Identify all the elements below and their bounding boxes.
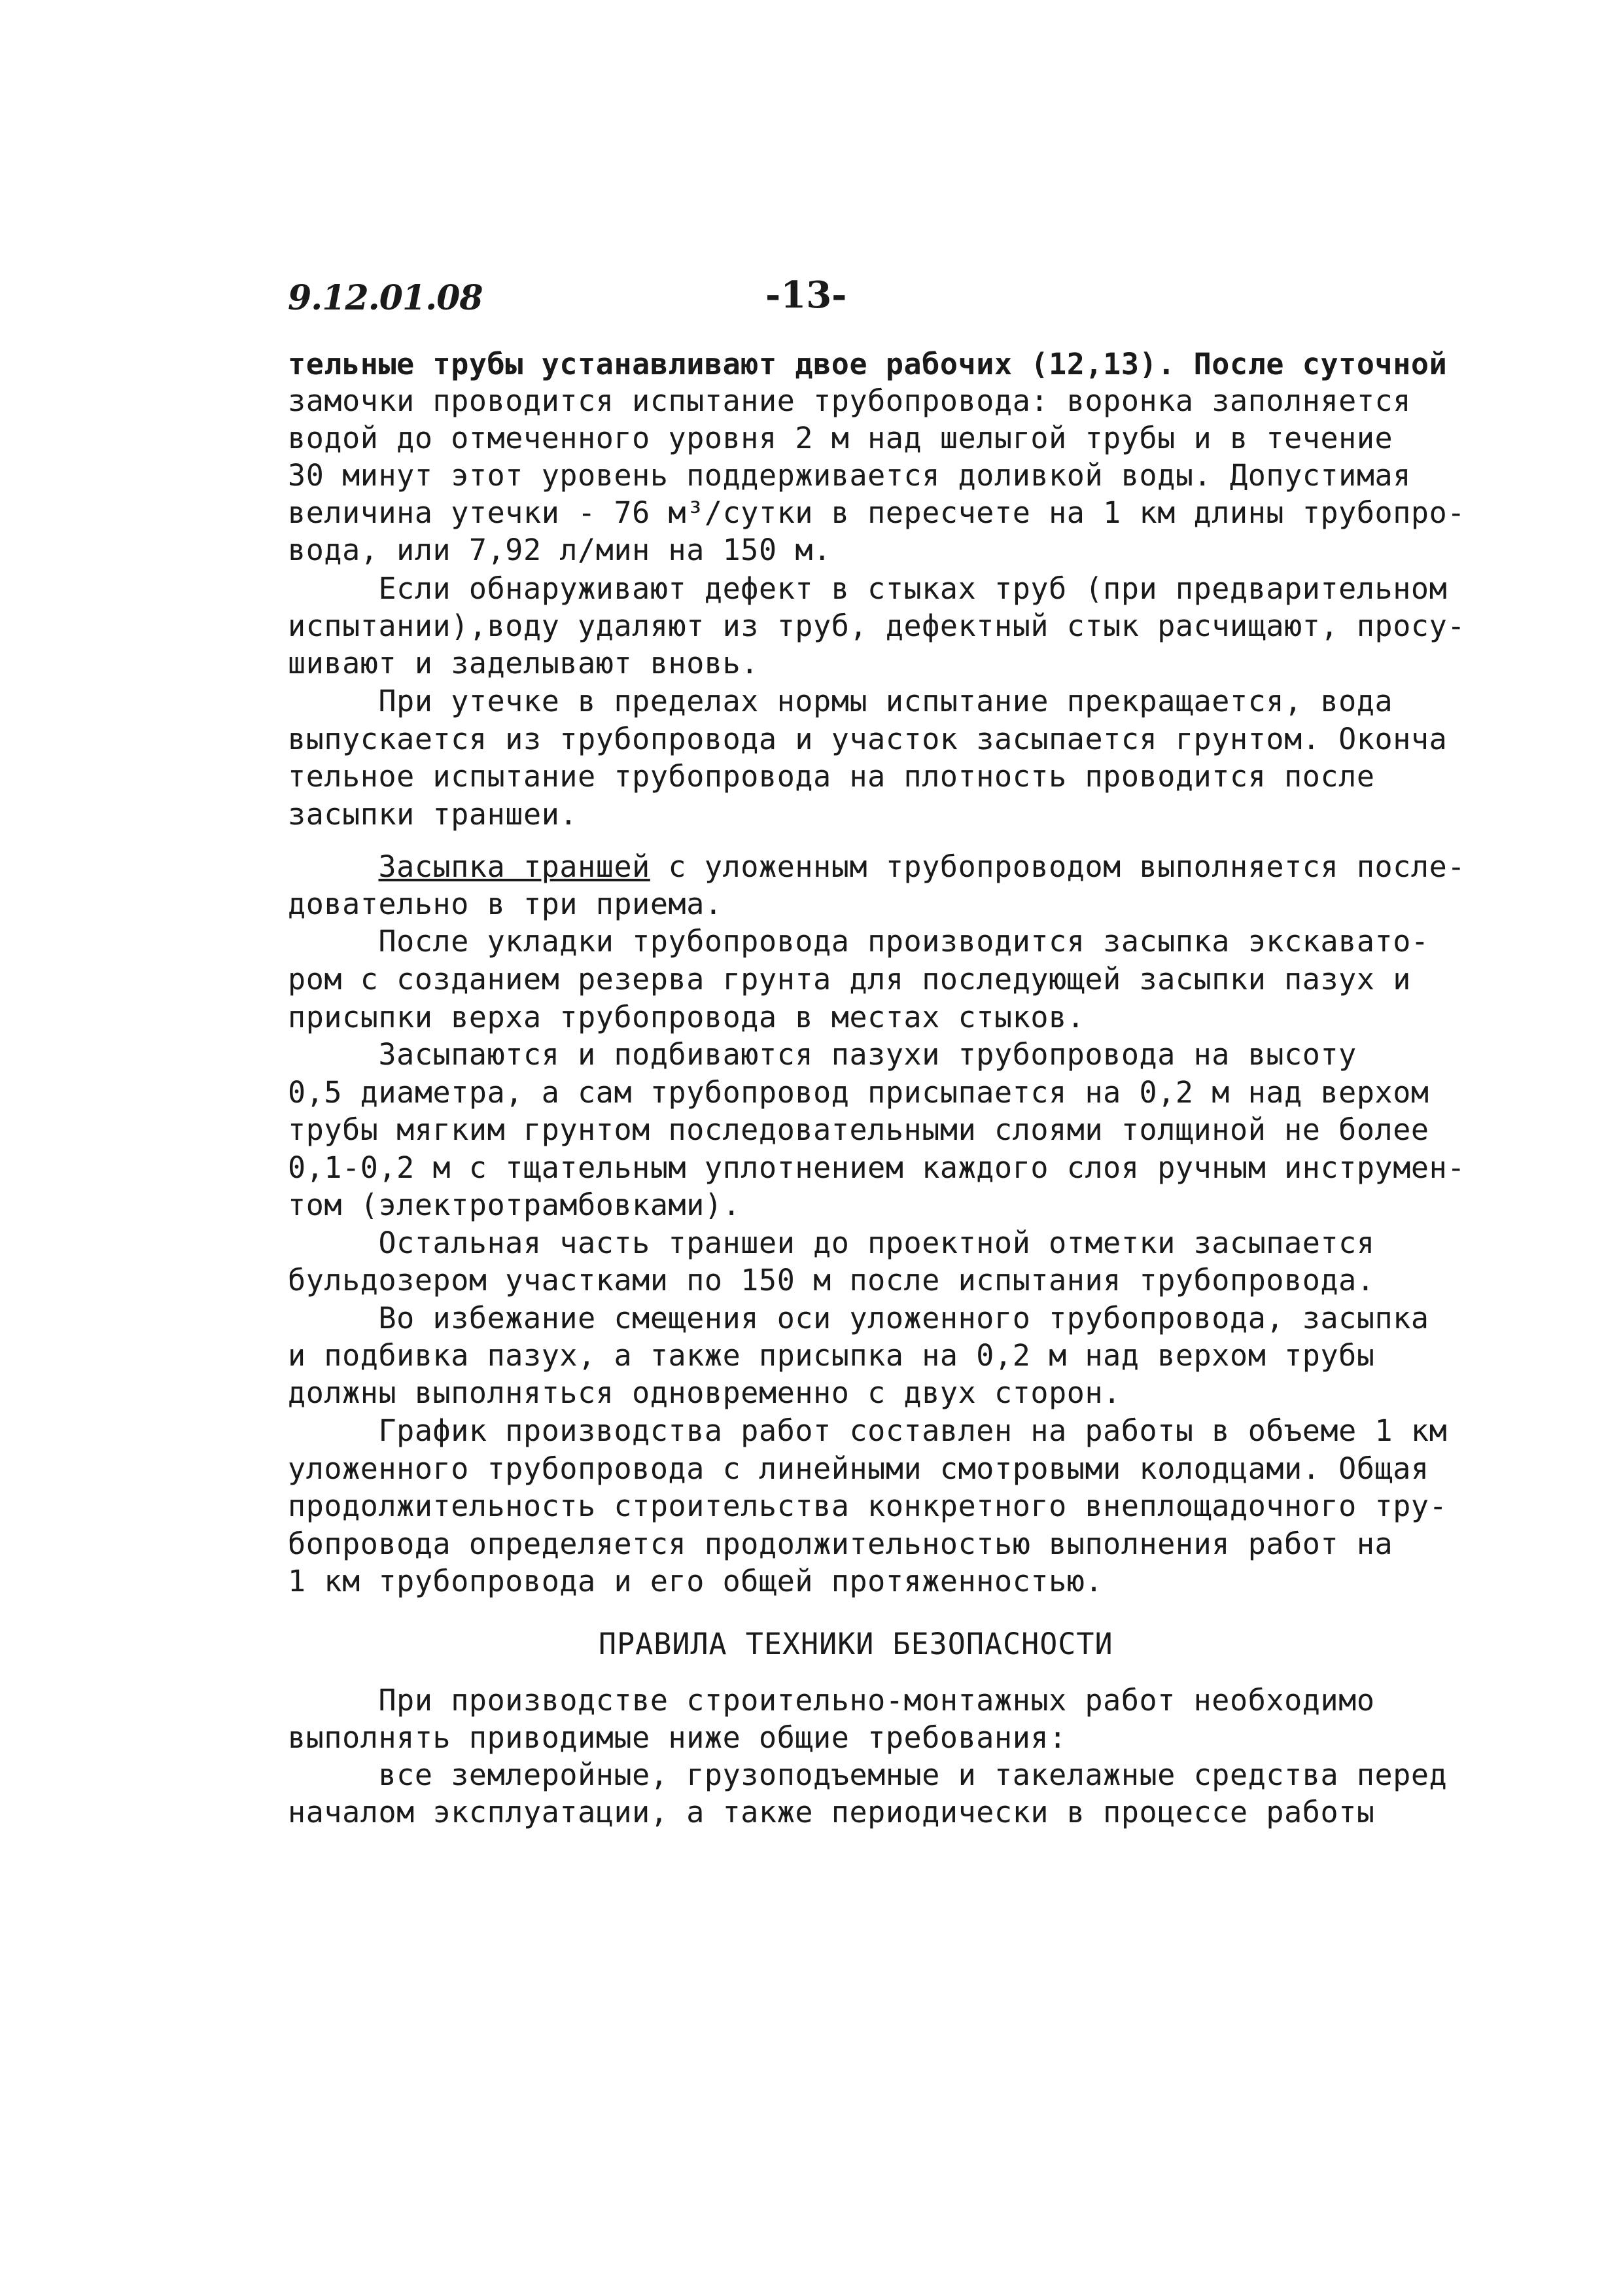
text-line: 0,1-0,2 м с тщательным уплотнением каждого слоя ручным инструмен- bbox=[288, 1150, 1465, 1185]
text-line: График производства работ составлен на работы в объеме 1 км bbox=[288, 1413, 1448, 1448]
text-line: бопровода определяется продолжительностью выполнения работ на bbox=[288, 1527, 1393, 1561]
text-line: бульдозером участками по 150 м после испытания трубопровода. bbox=[288, 1263, 1375, 1298]
text-line: началом эксплуатации, а также периодически в процессе работы bbox=[288, 1795, 1375, 1829]
text-line: продолжительность строительства конкретного внеплощадочного тру- bbox=[288, 1489, 1448, 1523]
text-line: засыпки траншеи. bbox=[288, 797, 578, 832]
text-line: вода, или 7,92 л/мин на 150 м. bbox=[288, 533, 831, 567]
text-line: Засыпаются и подбиваются пазухи трубопровода на высоту bbox=[288, 1037, 1357, 1072]
text-line: При производстве строительно-монтажных работ необходимо bbox=[288, 1683, 1375, 1718]
text-line: тельные трубы устанавливают двое рабочих (12,13). После суточной bbox=[288, 347, 1448, 381]
text-line: выпускается из трубопровода и участок засыпается грунтом. Оконча bbox=[288, 722, 1448, 756]
text-line: присыпки верха трубопровода в местах стыков. bbox=[288, 1000, 1085, 1034]
text-line: должны выполняться одновременно с двух сторон. bbox=[288, 1375, 1121, 1410]
document-code: 9.12.01.08 bbox=[288, 278, 483, 318]
text-line: том (электротрамбовками). bbox=[288, 1188, 741, 1222]
underlined-phrase: Засыпка траншей bbox=[378, 849, 650, 884]
page-number: -13- bbox=[765, 274, 847, 317]
section-heading: ПРАВИЛА ТЕХНИКИ БЕЗОПАСНОСТИ bbox=[599, 1627, 1113, 1661]
text-line: 1 км трубопровода и его общей протяженностью. bbox=[288, 1564, 1104, 1598]
text-line: шивают и заделывают вновь. bbox=[288, 646, 759, 680]
text-line: замочки проводится испытание трубопровода: воронка заполняется bbox=[288, 383, 1411, 418]
text-line: При утечке в пределах нормы испытание прекращается, вода bbox=[288, 684, 1393, 718]
text-line: Если обнаруживают дефект в стыках труб (при предварительном bbox=[288, 571, 1448, 606]
text-line: величина утечки - 76 м³/сутки в пересчете на 1 км длины трубопро- bbox=[288, 495, 1465, 530]
text-line: трубы мягким грунтом последовательными слоями толщиной не более bbox=[288, 1112, 1429, 1147]
text-line: Остальная часть траншеи до проектной отметки засыпается bbox=[288, 1226, 1375, 1260]
text-line: довательно в три приема. bbox=[288, 887, 723, 921]
text-line: Во избежание смещения оси уложенного трубопровода, засыпка bbox=[288, 1301, 1429, 1335]
text-line: выполнять приводимые ниже общие требования: bbox=[288, 1720, 1067, 1755]
text-line: водой до отмеченного уровня 2 м над шелыгой трубы и в течение bbox=[288, 421, 1393, 455]
text-line: 0,5 диаметра, а сам трубопровод присыпается на 0,2 м над верхом bbox=[288, 1075, 1429, 1110]
text-line: и подбивка пазух, а также присыпка на 0,2 м над верхом трубы bbox=[288, 1338, 1375, 1373]
text-line: Засыпка траншей с уложенным трубопроводом выполняется после- bbox=[378, 849, 1466, 884]
text-line: ром с созданием резерва грунта для последующей засыпки пазух и bbox=[288, 962, 1411, 997]
text-line: 30 минут этот уровень поддерживается доливкой воды. Допустимая bbox=[288, 458, 1411, 493]
text-line: испытании),воду удаляют из труб, дефектный стык расчищают, просу- bbox=[288, 609, 1465, 643]
text-line: После укладки трубопровода производится засыпка экскавато- bbox=[288, 924, 1429, 959]
text-line: тельное испытание трубопровода на плотность проводится после bbox=[288, 759, 1375, 794]
text-line: все землеройные, грузоподъемные и такелажные средства перед bbox=[288, 1757, 1448, 1792]
text-line: уложенного трубопровода с линейными смотровыми колодцами. Общая bbox=[288, 1451, 1429, 1486]
